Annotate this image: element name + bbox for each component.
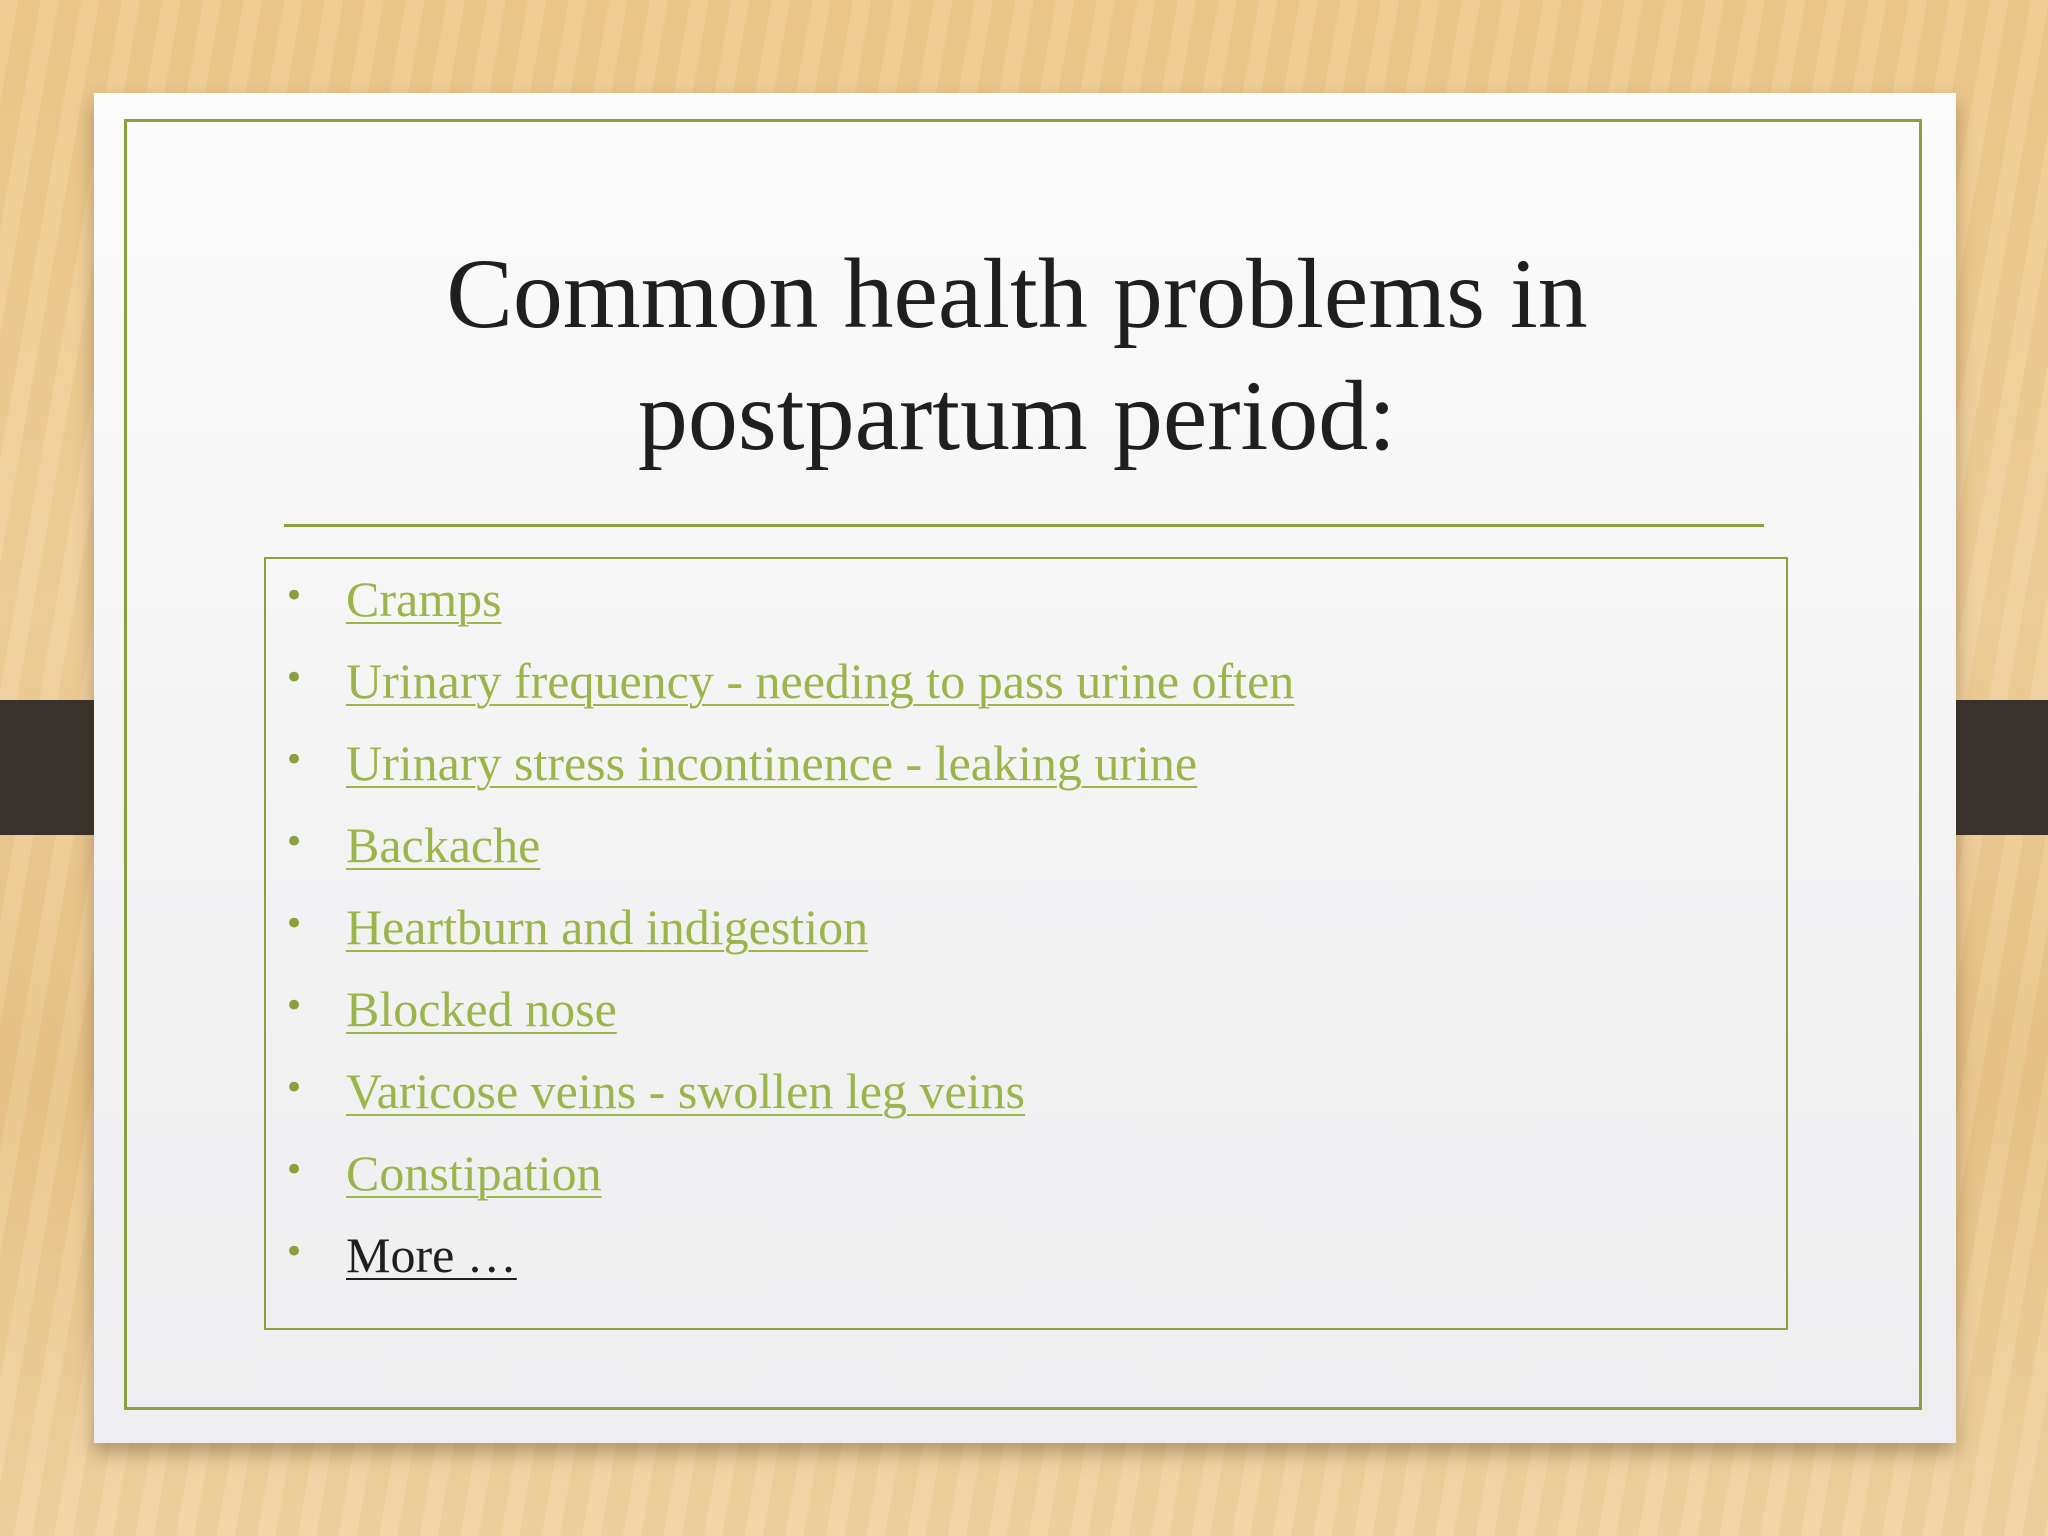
bullet-icon: • (284, 1232, 305, 1272)
title-divider (284, 524, 1764, 527)
bullet-icon: • (284, 904, 305, 944)
link-urinary-frequency[interactable]: Urinary frequency - needing to pass urine often (346, 653, 1295, 709)
link-more[interactable]: More … (346, 1227, 517, 1283)
content-box (264, 557, 1788, 1330)
link-cramps[interactable]: Cramps (346, 571, 502, 627)
slide-card (94, 93, 1956, 1443)
bullet-icon: • (284, 740, 305, 780)
link-blocked-nose[interactable]: Blocked nose (346, 981, 617, 1037)
bullet-icon: • (284, 1068, 305, 1108)
bullet-icon: • (284, 576, 305, 616)
link-heartburn[interactable]: Heartburn and indigestion (346, 899, 869, 955)
bullet-icon: • (284, 1150, 305, 1190)
bullet-icon: • (284, 986, 305, 1026)
link-constipation[interactable]: Constipation (346, 1145, 602, 1201)
bullet-icon: • (284, 658, 305, 698)
link-backache[interactable]: Backache (346, 817, 541, 873)
link-varicose-veins[interactable]: Varicose veins - swollen leg veins (346, 1063, 1026, 1119)
slide-title: Common health problems in postpartum period: (446, 238, 1588, 471)
link-urinary-stress-incontinence[interactable]: Urinary stress incontinence - leaking urine (346, 735, 1198, 791)
bullet-icon: • (284, 822, 305, 862)
